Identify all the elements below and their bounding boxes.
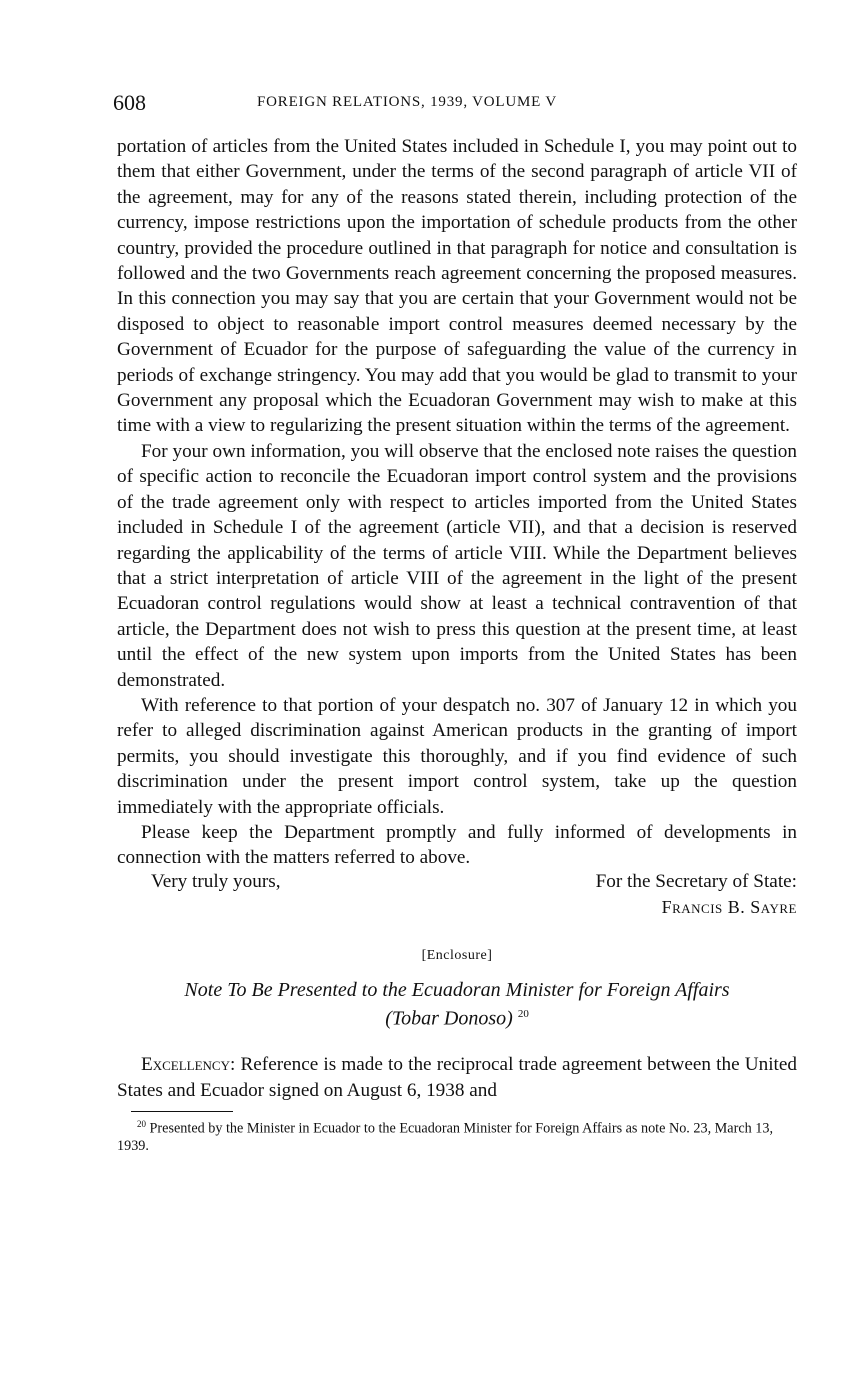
paragraph-continuation: portation of articles from the United States included in Schedule I, you may point out to them that either Government, under the terms of the second paragraph of article VII of the agreement, may for any of the reasons stated therein, including protection of the currency, impose restrictions upon the importation of schedule products from the other country, provided the procedure outlined in that paragraph for notice and consultation is followed and the two Governments reach agreement concerning the proposed measures. In this connection you may say that you are certain that your Government would not be disposed to object to reasonable import control measures deemed necessary by the Government of Ecuador for the purpose of safeguarding the value of the currency in periods of exchange stringency. You may add that you would be glad to transmit to your Government any proposal which the Ecuadoran Government may wish to make at this time with a view to regularizing the present situation within the terms of the agreement. — [117, 136, 797, 437]
enclosure-title-line2: (Tobar Donoso) — [385, 1007, 513, 1030]
page-number: 608 — [113, 90, 146, 115]
enclosure-label: [Enclosure] — [421, 947, 493, 963]
letter-body — [117, 134, 797, 871]
enclosure-body-text: Reference is made to the reciprocal trade agreement between the United States and Ecuador signed on August 6, 1938 and — [117, 1054, 797, 1101]
document-page — [113, 90, 797, 1155]
enclosure-title — [117, 978, 797, 1031]
signature: Francis B. Sayre — [661, 896, 797, 917]
footnote-number: 20 — [137, 1119, 146, 1130]
for-secretary-line: For the Secretary of State: — [595, 870, 797, 892]
complimentary-close: Very truly yours, — [151, 870, 281, 892]
enclosure-body — [117, 1052, 797, 1103]
paragraph-keep-informed: Please keep the Department promptly and fully informed of developments in connection with the matters referred to above. — [117, 821, 797, 869]
letter-closing — [117, 871, 797, 921]
paragraph-despatch-reference: With reference to that portion of your despatch no. 307 of January 12 in which you refer to alleged discrimination against American products in the granting of import permits, you should investigate this thoroughly, and if you find evidence of such discrimination under the present import control system, take up the question immediately with the appropriate officials. — [117, 694, 797, 818]
footnote-text: Presented by the Minister in Ecuador to the Ecuadoran Minister for Foreign Affairs as note No. 23, March 13, 1939. — [117, 1120, 773, 1154]
running-head: FOREIGN RELATIONS, 1939, VOLUME V — [257, 94, 558, 110]
footnote — [117, 1116, 797, 1155]
footnote-divider — [131, 1111, 233, 1112]
page-header — [113, 90, 797, 120]
enclosure-title-line1: Note To Be Presented to the Ecuadoran Minister for Foreign Affairs — [184, 978, 730, 1001]
footnote-ref: 20 — [517, 1007, 529, 1020]
salutation: Excellency: — [141, 1054, 236, 1076]
enclosure-title-line2-wrap — [117, 1002, 797, 1031]
paragraph-own-information: For your own information, you will observe that the enclosed note raises the question of specific action to reconcile the Ecuadoran import control system and the provisions of the trade agreement only with respect to articles imported from the United States included in Schedule I of the agreement (article VII), and that a decision is reserved regarding the applicability of the terms of article VIII. While the Department believes that a strict interpretation of article VIII of the agreement in the light of the present Ecuadoran control regulations would show at least a technical contravention of that article, the Department does not wish to press this question at the present time, at least until the effect of the new system upon imports from the United States has been demonstrated. — [117, 440, 797, 691]
